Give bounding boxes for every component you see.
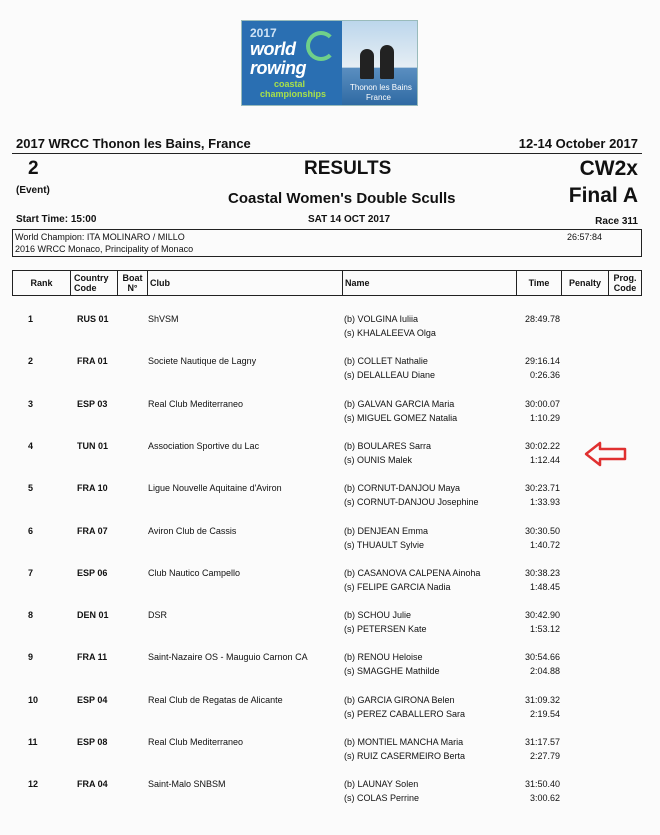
col-prog-label-1: Prog. (613, 273, 637, 283)
row-country-code: FRA 01 (77, 356, 108, 366)
row-name-stroke: (s) FELIPE GARCIA Nadia (344, 582, 451, 592)
row-time: 31:50.40 (524, 779, 560, 789)
row-name-stroke: (s) CORNUT-DANJOU Josephine (344, 497, 479, 507)
row-rank: 12 (28, 779, 39, 789)
col-country-label-2: Code (74, 283, 97, 293)
row-country-code: TUN 01 (77, 441, 109, 451)
row-time: 30:38.23 (524, 568, 560, 578)
row-time-diff: 2:04.88 (529, 666, 560, 676)
row-name-bow: (b) RENOU Heloise (344, 652, 423, 662)
row-time: 30:00.07 (524, 399, 560, 409)
logo-place-country: France (366, 93, 391, 102)
champion-line-2: 2016 WRCC Monaco, Principality of Monaco (15, 244, 194, 254)
row-name-stroke: (s) RUIZ CASERMEIRO Berta (344, 751, 466, 761)
row-club: Club Nautico Campello (148, 568, 241, 578)
row-name-bow: (b) GALVAN GARCIA Maria (344, 399, 455, 409)
row-club: Ligue Nouvelle Aquitaine d'Aviron (148, 483, 282, 493)
row-time-diff: 1:40.72 (529, 540, 560, 550)
start-time: Start Time: 15:00 (16, 214, 97, 225)
row-time: 28:49.78 (524, 314, 560, 324)
col-prog-label-2: Code (613, 283, 637, 293)
row-club: Association Sportive du Lac (148, 441, 260, 451)
col-name (343, 271, 517, 295)
row-name-stroke: (s) COLAS Perrine (344, 793, 420, 803)
row-club: Saint-Malo SNBSM (148, 779, 226, 789)
logo-word-rowing: rowing (250, 58, 306, 78)
results-title: RESULTS (304, 158, 392, 179)
row-country-code: ESP 04 (77, 695, 108, 705)
logo-word-world: world (250, 39, 296, 59)
row-rank: 11 (28, 737, 38, 747)
row-time-diff: 0:26.36 (529, 370, 560, 380)
col-time-label: Time (528, 278, 550, 288)
logo-sub-championships: championships (260, 89, 327, 99)
row-club: Saint-Nazaire OS - Mauguio Carnon CA (148, 652, 308, 662)
row-time-diff: 1:10.29 (529, 413, 560, 423)
sculpture-shape (380, 45, 394, 79)
col-penalty-label: Penalty (568, 278, 601, 288)
row-time: 30:42.90 (524, 610, 560, 620)
col-rank-label: Rank (30, 278, 53, 288)
sculpture-shape (360, 49, 374, 79)
row-club: Real Club de Regatas de Alicante (148, 695, 283, 705)
col-club-label: Club (150, 278, 170, 288)
row-club: Real Club Mediterraneo (148, 737, 244, 747)
row-name-stroke: (s) THUAULT Sylvie (344, 540, 425, 550)
col-country (71, 271, 118, 295)
row-time-diff: 1:48.45 (529, 582, 560, 592)
row-name-stroke: (s) MIGUEL GOMEZ Natalia (344, 413, 458, 423)
row-time: 30:23.71 (524, 483, 560, 493)
row-time-diff: 2:19.54 (529, 709, 560, 719)
row-time-diff: 1:33.93 (529, 497, 560, 507)
event-number: 2 (28, 158, 39, 179)
row-time: 30:02.22 (524, 441, 560, 451)
row-club: ShVSM (148, 314, 179, 324)
row-name-bow: (b) VOLGINA Iuliia (344, 314, 419, 324)
row-name-bow: (b) DENJEAN Emma (344, 526, 429, 536)
row-country-code: FRA 10 (77, 483, 108, 493)
championship-logo (241, 20, 418, 106)
row-name-bow: (b) BOULARES Sarra (344, 441, 432, 451)
row-name-stroke: (s) PEREZ CABALLERO Sara (344, 709, 466, 719)
row-name-stroke: (s) PETERSEN Kate (344, 624, 427, 634)
row-rank: 9 (28, 652, 34, 662)
row-time-diff: 1:53.12 (529, 624, 560, 634)
row-time: 30:30.50 (524, 526, 560, 536)
col-prog (609, 271, 641, 295)
row-time: 31:09.32 (524, 695, 560, 705)
row-time-diff: 3:00.62 (529, 793, 560, 803)
logo-ring-icon (306, 31, 336, 61)
race-number: Race 311 (595, 216, 638, 227)
event-phase: Final A (568, 184, 638, 207)
row-club: DSR (148, 610, 168, 620)
row-rank: 3 (28, 399, 34, 409)
row-name-stroke: (s) OUNIS Malek (344, 455, 413, 465)
world-champion-box (12, 229, 642, 257)
col-boat (118, 271, 148, 295)
logo-year: 2017 (250, 26, 277, 40)
row-name-bow: (b) GARCIA GIRONA Belen (344, 695, 455, 705)
row-name-bow: (b) CORNUT-DANJOU Maya (344, 483, 461, 493)
row-time-diff: 1:12.44 (529, 455, 560, 465)
row-club: Aviron Club de Cassis (148, 526, 237, 536)
venue-title: 2017 WRCC Thonon les Bains, France (16, 136, 251, 151)
row-name-bow: (b) MONTIEL MANCHA Maria (344, 737, 464, 747)
row-country-code: ESP 06 (77, 568, 108, 578)
highlight-arrow-icon (584, 440, 628, 468)
row-name-stroke: (s) DELALLEAU Diane (344, 370, 436, 380)
col-rank (13, 271, 71, 295)
row-name-bow: (b) SCHOU Julie (344, 610, 412, 620)
row-country-code: ESP 03 (77, 399, 108, 409)
event-label: (Event) (16, 185, 50, 196)
row-time-diff: 2:27.79 (529, 751, 560, 761)
col-penalty (562, 271, 609, 295)
row-country-code: FRA 07 (77, 526, 108, 536)
row-country-code: ESP 08 (77, 737, 108, 747)
race-date: SAT 14 OCT 2017 (308, 214, 391, 225)
row-rank: 5 (28, 483, 34, 493)
champion-time: 26:57:84 (567, 232, 603, 242)
row-time: 29:16.14 (524, 356, 560, 366)
event-name: Coastal Women's Double Sculls (228, 190, 456, 207)
logo-place-city: Thonon les Bains (350, 83, 412, 92)
row-rank: 2 (28, 356, 34, 366)
header-divider (12, 153, 642, 154)
col-club (148, 271, 343, 295)
arrow-shape (586, 443, 625, 465)
col-country-label-1: Country (74, 273, 109, 283)
row-club: Real Club Mediterraneo (148, 399, 244, 409)
row-country-code: RUS 01 (77, 314, 109, 324)
champion-line-1: World Champion: ITA MOLINARO / MILLO (15, 232, 185, 242)
col-name-label: Name (345, 278, 370, 288)
col-boat-label-1: Boat (122, 273, 143, 283)
row-name-bow: (b) CASANOVA CALPENA Ainoha (344, 568, 481, 578)
row-rank: 10 (28, 695, 39, 705)
row-time: 31:17.57 (524, 737, 560, 747)
row-rank: 6 (28, 526, 34, 536)
row-name-stroke: (s) SMAGGHE Mathilde (344, 666, 440, 676)
row-name-bow: (b) LAUNAY Solen (344, 779, 419, 789)
row-time: 30:54.66 (524, 652, 560, 662)
row-rank: 1 (28, 314, 34, 324)
row-club: Societe Nautique de Lagny (148, 356, 257, 366)
event-dates: 12-14 October 2017 (518, 136, 638, 151)
logo-sub-coastal: coastal (274, 79, 306, 89)
row-country-code: DEN 01 (77, 610, 109, 620)
row-name-bow: (b) COLLET Nathalie (344, 356, 428, 366)
row-country-code: FRA 04 (77, 779, 108, 789)
results-table-header (12, 270, 642, 296)
row-country-code: FRA 11 (77, 652, 108, 662)
row-rank: 8 (28, 610, 34, 620)
row-rank: 7 (28, 568, 34, 578)
col-boat-label-2: N° (127, 283, 138, 293)
row-rank: 4 (28, 441, 34, 451)
event-code: CW2x (579, 157, 638, 180)
row-name-stroke: (s) KHALALEEVA Olga (344, 328, 436, 338)
col-time (517, 271, 562, 295)
